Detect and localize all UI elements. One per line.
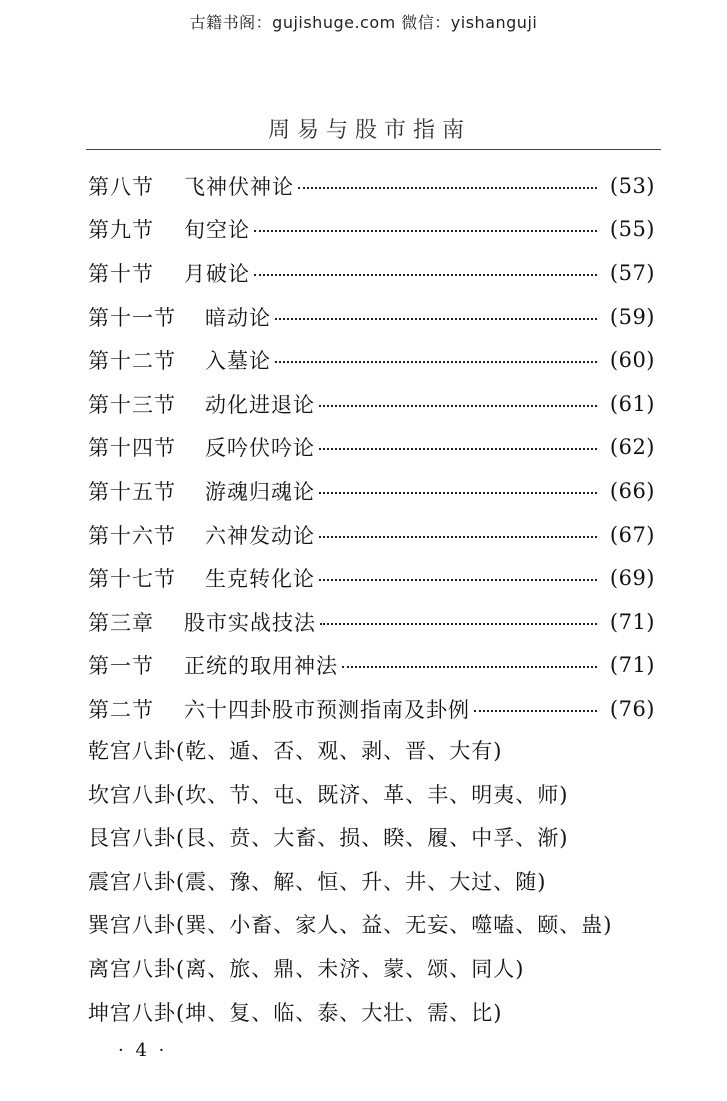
toc-entry-title: 入墓论 xyxy=(205,349,271,374)
watermark: 古籍书阁：gujishuge.com 微信：yishanguji xyxy=(189,13,538,32)
toc-entry-page: (57) xyxy=(609,260,655,285)
toc-entry[interactable] xyxy=(88,469,655,513)
toc-entry-page: (55) xyxy=(609,217,655,242)
dot-leader xyxy=(254,230,597,232)
toc-entry-number: 第十五节 xyxy=(88,479,176,504)
toc-entry-page: (67) xyxy=(609,522,655,547)
toc-entry-number: 第三章 xyxy=(88,610,154,635)
dot-leader xyxy=(319,579,597,581)
toc-entry-title: 暗动论 xyxy=(205,305,271,330)
palace-entry: 坤宫八卦(坤、复、临、泰、大壮、需、比) xyxy=(88,1000,503,1025)
toc-entry-title: 动化进退论 xyxy=(205,392,315,417)
toc-entry-number: 第一节 xyxy=(88,654,154,679)
toc-entry-number: 第八节 xyxy=(88,174,154,199)
toc-entry-title: 反吟伏吟论 xyxy=(205,436,315,461)
toc-entry-page: (76) xyxy=(609,696,655,721)
hexagram-palace-list xyxy=(88,730,648,1035)
dot-leader xyxy=(275,318,597,320)
palace-entry: 离宫八卦(离、旅、鼎、未济、蒙、颂、同人) xyxy=(88,956,525,981)
toc-entry[interactable] xyxy=(88,295,655,339)
toc-entry-page: (66) xyxy=(609,478,655,503)
toc-entry-title: 生克转化论 xyxy=(205,567,315,592)
toc-entry[interactable] xyxy=(88,600,655,644)
toc-entry[interactable] xyxy=(88,208,655,252)
palace-entry: 巽宫八卦(巽、小畜、家人、益、无妄、噬嗑、颐、蛊) xyxy=(88,913,613,938)
toc-entry-number: 第十一节 xyxy=(88,305,176,330)
toc-entry-title: 月破论 xyxy=(184,261,250,286)
dot-leader xyxy=(298,187,597,189)
dot-leader xyxy=(320,623,597,625)
toc-entry-page: (71) xyxy=(609,653,655,678)
toc-entry[interactable] xyxy=(88,426,655,470)
toc-entry[interactable] xyxy=(88,556,655,600)
toc-entry[interactable] xyxy=(88,644,655,688)
toc-entry-number: 第十节 xyxy=(88,261,154,286)
toc-entry-title: 正统的取用神法 xyxy=(184,654,338,679)
page-number: · 4 · xyxy=(118,1040,168,1061)
toc-entry-number: 第十二节 xyxy=(88,349,176,374)
toc-entry-number: 第二节 xyxy=(88,697,154,722)
dot-leader xyxy=(342,666,597,668)
toc-entry[interactable] xyxy=(88,687,655,731)
toc-entry-page: (59) xyxy=(609,304,655,329)
toc-entry[interactable] xyxy=(88,251,655,295)
dot-leader xyxy=(275,361,597,363)
toc-entry-number: 第十六节 xyxy=(88,523,176,548)
toc-entry-page: (71) xyxy=(609,609,655,634)
toc-entry-title: 六十四卦股市预测指南及卦例 xyxy=(184,697,470,722)
palace-entry: 艮宫八卦(艮、贲、大畜、损、睽、履、中孚、渐) xyxy=(88,826,569,851)
toc-entry-page: (60) xyxy=(609,348,655,373)
toc-entry-page: (61) xyxy=(609,391,655,416)
toc-entry-page: (62) xyxy=(609,435,655,460)
running-head: 周易与股市指南 xyxy=(268,118,472,143)
toc-entry[interactable] xyxy=(88,164,655,208)
toc-entry-number: 第十三节 xyxy=(88,392,176,417)
dot-leader xyxy=(319,448,597,450)
toc-entry-title: 游魂归魂论 xyxy=(205,479,315,504)
toc-entry-title: 六神发动论 xyxy=(205,523,315,548)
dot-leader xyxy=(319,492,597,494)
dot-leader xyxy=(319,405,597,407)
toc-entry-title: 旬空论 xyxy=(184,218,250,243)
toc-entry-number: 第十七节 xyxy=(88,567,176,592)
dot-leader xyxy=(474,710,597,712)
toc-entry-page: (69) xyxy=(609,566,655,591)
toc-entry-page: (53) xyxy=(609,173,655,198)
toc-entry-number: 第十四节 xyxy=(88,436,176,461)
dot-leader xyxy=(254,274,597,276)
toc-entry[interactable] xyxy=(88,338,655,382)
toc-entry[interactable] xyxy=(88,382,655,426)
toc-entry-number: 第九节 xyxy=(88,218,154,243)
dot-leader xyxy=(319,536,597,538)
toc-entry-title: 飞神伏神论 xyxy=(184,174,294,199)
palace-entry: 乾宫八卦(乾、遁、否、观、剥、晋、大有) xyxy=(88,739,503,763)
table-of-contents xyxy=(88,164,655,731)
palace-entry: 坎宫八卦(坎、节、屯、既济、革、丰、明夷、师) xyxy=(88,782,569,807)
header-rule xyxy=(86,149,661,150)
palace-entry: 震宫八卦(震、豫、解、恒、升、井、大过、随) xyxy=(88,869,547,894)
toc-entry[interactable] xyxy=(88,513,655,557)
toc-entry-title: 股市实战技法 xyxy=(184,610,316,635)
